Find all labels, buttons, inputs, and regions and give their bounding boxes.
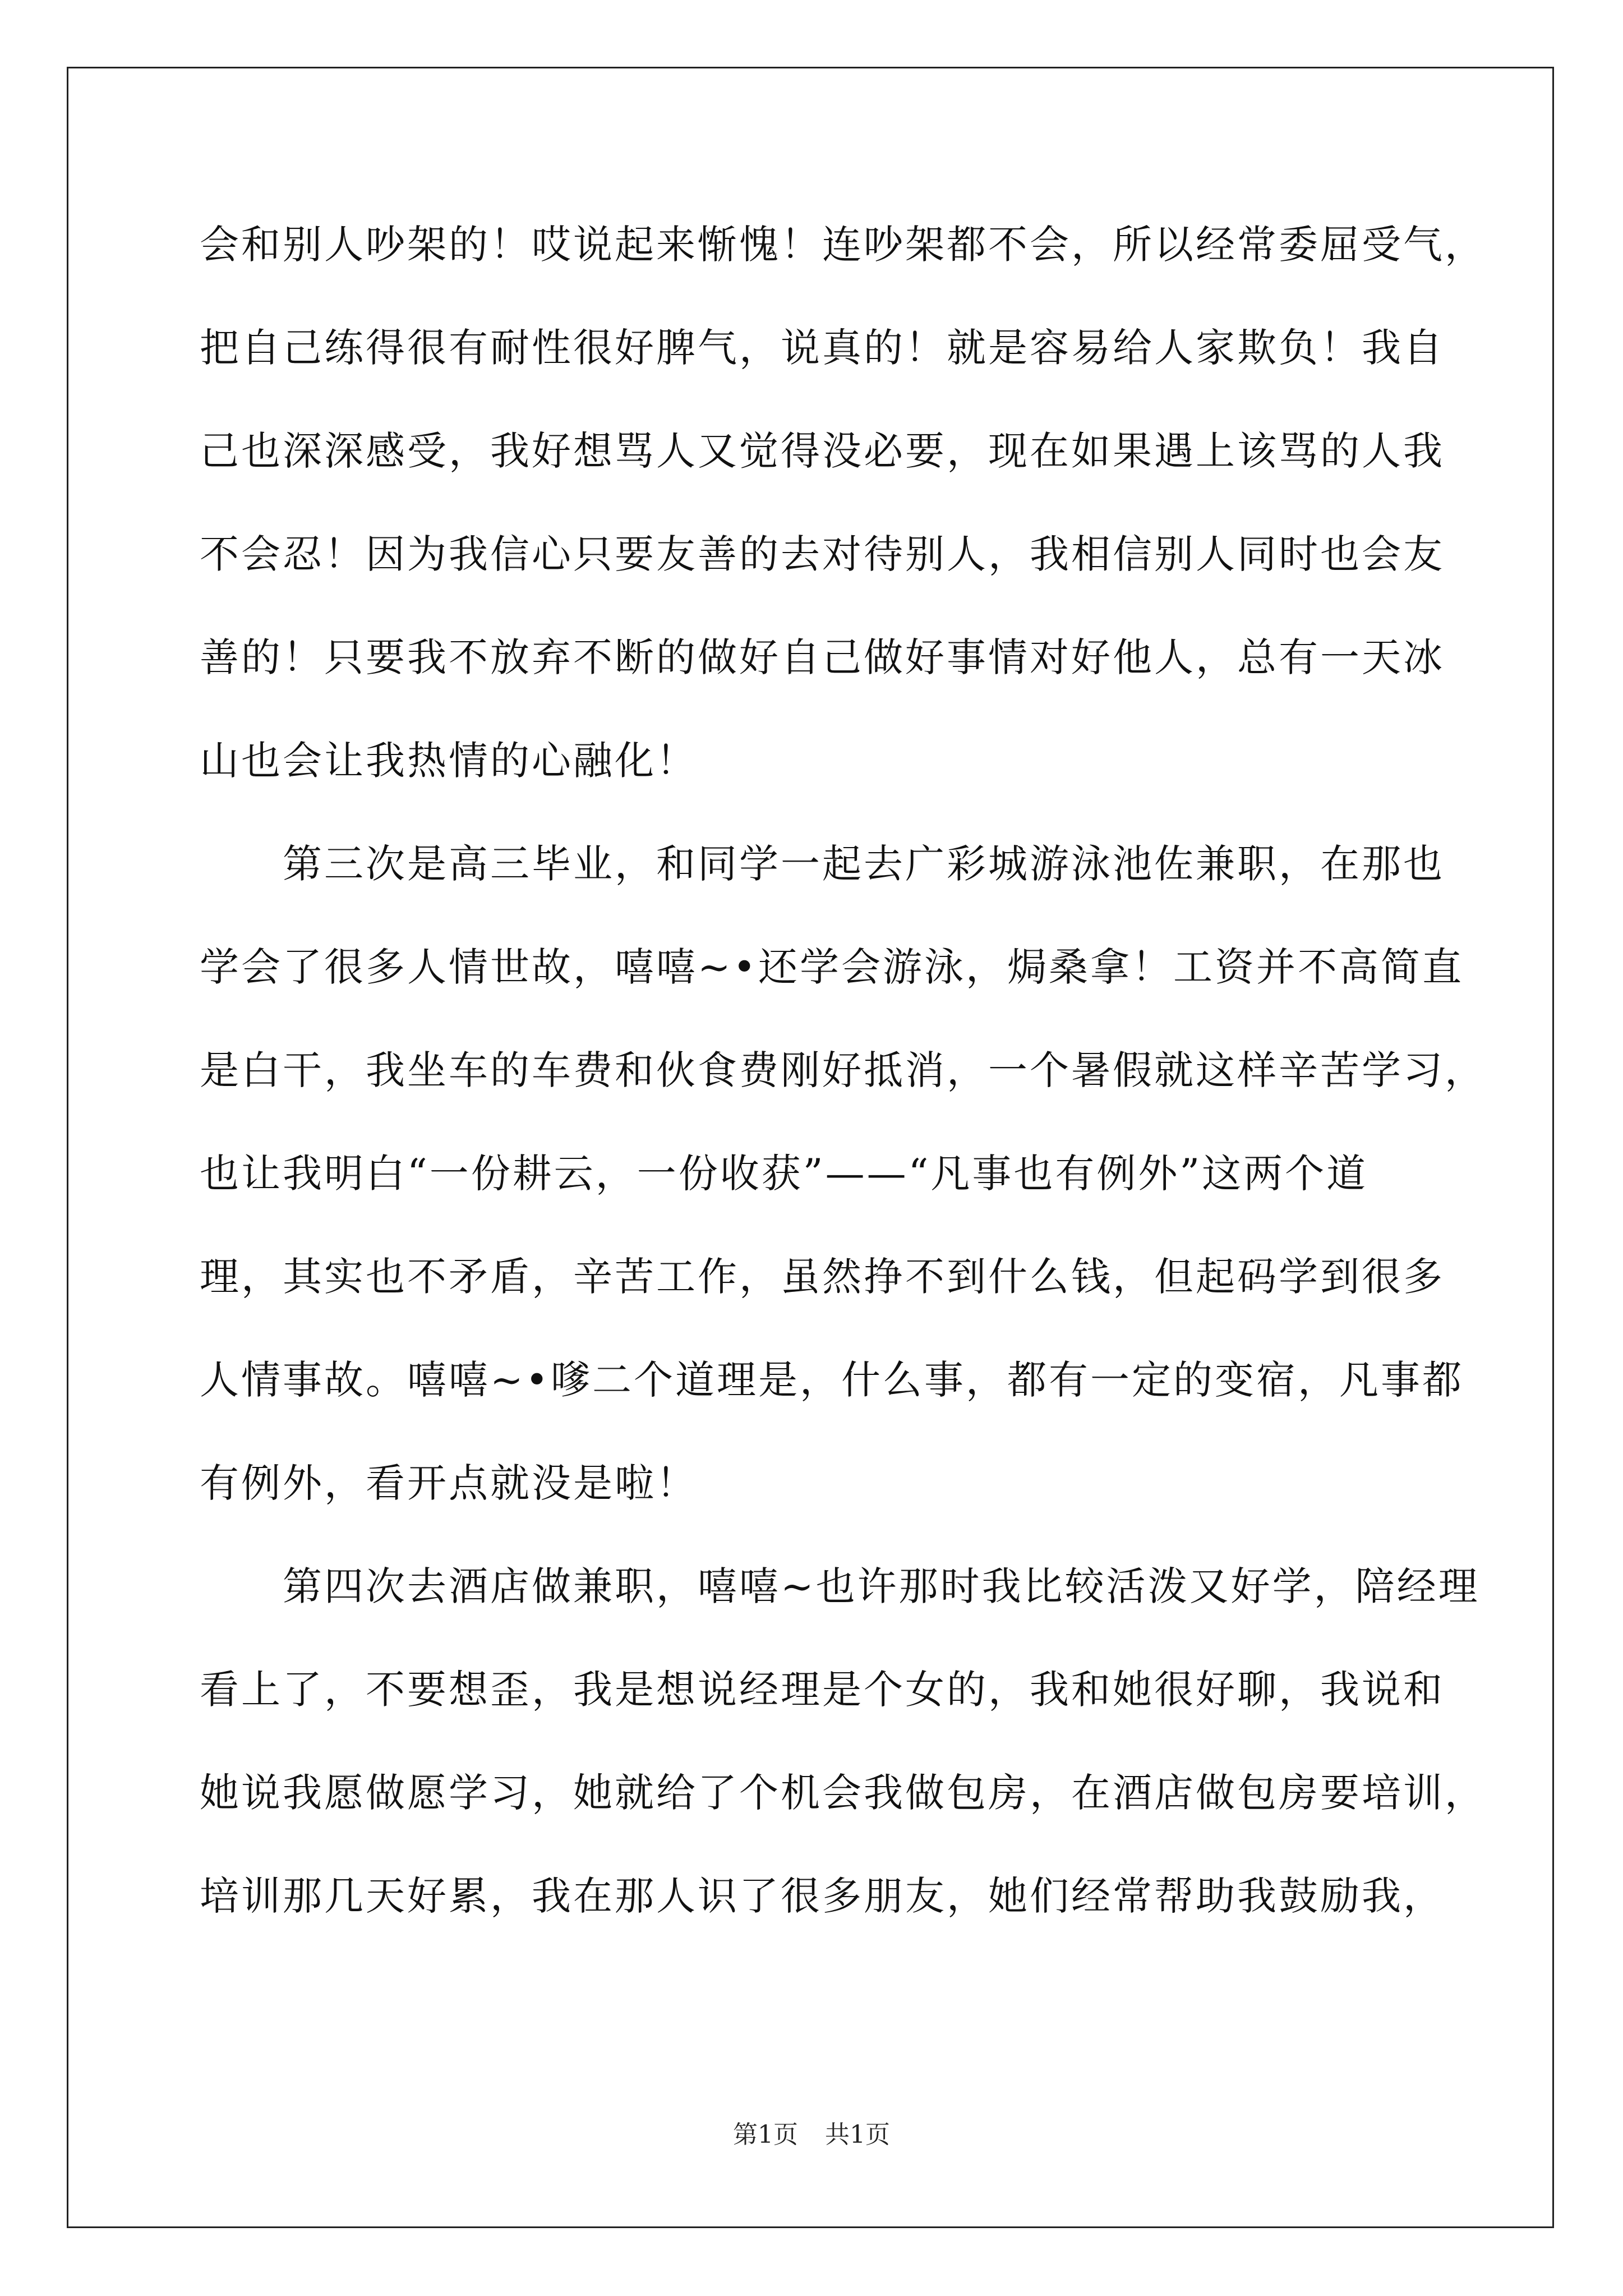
page-total: 共1页 [825,2120,890,2149]
text-line: 山也会让我热情的心融化！ [200,738,698,784]
text-line: 理，其实也不矛盾，辛苦工作，虽然挣不到什么钱，但起码学到很多 [200,1254,1445,1300]
text-line: 她说我愿做愿学习，她就给了个机会我做包房，在酒店做包房要培训， [200,1770,1486,1816]
text-line: 学会了很多人情世故，嘻嘻~•还学会游泳，焗桑拿！工资并不高简直 [200,944,1464,990]
text-line: 己也深深感受，我好想骂人又觉得没必要，现在如果遇上该骂的人我 [200,428,1445,474]
page-number: 第1页 [733,2120,798,2149]
text-line: 把自己练得很有耐性很好脾气，说真的！就是容易给人家欺负！我自 [200,325,1445,371]
text-line: 会和别人吵架的！哎说起来惭愧！连吵架都不会，所以经常委屈受气， [200,222,1486,268]
text-line: 第四次去酒店做兼职，嘻嘻~也许那时我比较活泼又好学，陪经理 [200,1563,1480,1609]
text-line: 善的！只要我不放弃不断的做好自己做好事情对好他人，总有一天冰 [200,634,1445,680]
text-line: 有例外，看开点就没是啦！ [200,1460,698,1506]
text-line: 第三次是高三毕业，和同学一起去广彩城游泳池佐兼职，在那也 [200,841,1445,887]
text-line: 是白干，我坐车的车费和伙食费刚好抵消，一个暑假就这样辛苦学习， [200,1047,1486,1093]
text-line: 培训那几天好累，我在那人识了很多朋友，她们经常帮助我鼓励我， [200,1873,1445,1919]
text-line: 不会忍！因为我信心只要友善的去对待别人，我相信别人同时也会友 [200,531,1445,577]
page-footer [0,2119,1623,2151]
text-line: 看上了，不要想歪，我是想说经理是个女的，我和她很好聊，我说和 [200,1667,1445,1713]
text-line: 人情事故。嘻嘻~•嗲二个道理是，什么事，都有一定的变宿，凡事都 [200,1357,1464,1403]
text-line: 也让我明白“一份耕云，一份收获”——“凡事也有例外”这两个道 [200,1151,1368,1197]
